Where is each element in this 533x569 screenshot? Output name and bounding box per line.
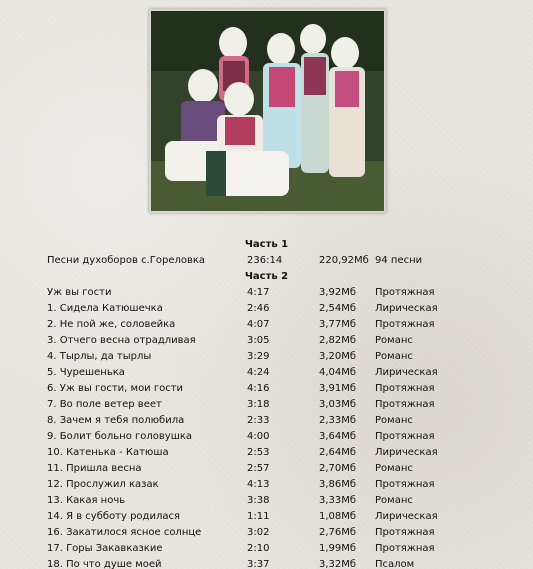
track-duration: 4:00 [247,431,270,442]
track-duration: 4:16 [247,383,270,394]
track-title: 8. Зачем я тебя полюбила [47,415,185,426]
track-size: 3,33Мб [319,495,357,506]
track-genre: Протяжная [375,319,435,330]
track-genre: Протяжная [375,543,435,554]
track-title: 7. Во поле ветер веет [47,399,162,410]
track-row [0,445,533,461]
track-title: 9. Болит больно головушка [47,431,193,442]
track-title: 12. Прослужил казак [47,479,159,490]
track-genre: Лирическая [375,367,438,378]
track-genre: Лирическая [375,511,438,522]
track-genre: Романс [375,495,413,506]
track-size: 2,33Мб [319,415,357,426]
track-genre: Протяжная [375,287,435,298]
track-row [0,333,533,349]
track-size: 3,77Мб [319,319,357,330]
track-row [0,365,533,381]
group-photo [149,9,386,213]
track-duration: 3:37 [247,559,270,569]
track-duration: 3:02 [247,527,270,538]
track-row [0,429,533,445]
track-size: 2,82Мб [319,335,357,346]
track-row [0,397,533,413]
track-title: 13. Какая ночь [47,495,126,506]
track-duration: 2:10 [247,543,270,554]
track-title: 6. Уж вы гости, мои гости [47,383,184,394]
album-size: 220,92Мб [319,255,369,266]
part2-heading: Часть 2 [244,271,289,282]
track-duration: 3:05 [247,335,270,346]
track-duration: 3:38 [247,495,270,506]
track-row [0,317,533,333]
track-title: 3. Отчего весна отрадливая [47,335,196,346]
track-duration: 4:13 [247,479,270,490]
track-duration: 1:11 [247,511,270,522]
track-duration: 3:18 [247,399,270,410]
track-genre: Псалом [375,559,415,569]
track-row [0,285,533,301]
track-genre: Романс [375,351,413,362]
track-row [0,461,533,477]
album-count: 94 песни [375,255,423,266]
track-row [0,477,533,493]
track-duration: 4:07 [247,319,270,330]
track-size: 2,64Мб [319,447,357,458]
track-title: 1. Сидела Катюшечка [47,303,163,314]
track-size: 3,86Мб [319,479,357,490]
track-row [0,349,533,365]
track-size: 2,70Мб [319,463,357,474]
track-duration: 2:53 [247,447,270,458]
track-duration: 4:17 [247,287,270,298]
track-genre: Протяжная [375,431,435,442]
track-row [0,525,533,541]
track-size: 1,08Мб [319,511,357,522]
track-size: 3,64Мб [319,431,357,442]
track-title: 10. Катенька - Катюша [47,447,169,458]
group-photo-illustration [151,11,384,211]
track-genre: Протяжная [375,399,435,410]
track-size: 4,04Мб [319,367,357,378]
track-size: 3,32Мб [319,559,357,569]
track-size: 3,03Мб [319,399,357,410]
track-duration: 2:46 [247,303,270,314]
track-duration: 4:24 [247,367,270,378]
track-title: 18. По что душе моей [47,559,162,569]
track-size: 3,92Мб [319,287,357,298]
track-title: 2. Не пой же, соловейка [47,319,176,330]
track-genre: Романс [375,463,413,474]
track-size: 2,76Мб [319,527,357,538]
track-row [0,413,533,429]
track-size: 3,20Мб [319,351,357,362]
track-size: 2,54Мб [319,303,357,314]
track-title: 4. Тырлы, да тырлы [47,351,152,362]
track-genre: Романс [375,335,413,346]
track-title: 17. Горы Закавказкие [47,543,163,554]
part1-heading: Часть 1 [244,239,289,250]
track-row [0,541,533,557]
track-genre: Протяжная [375,383,435,394]
track-genre: Протяжная [375,479,435,490]
track-row [0,301,533,317]
track-title: 16. Закатилося ясное солнце [47,527,202,538]
track-title: 11. Пришла весна [47,463,142,474]
track-title: 14. Я в субботу родилася [47,511,180,522]
track-row [0,557,533,569]
album-row [0,253,533,269]
track-duration: 3:29 [247,351,270,362]
track-genre: Лирическая [375,303,438,314]
track-genre: Романс [375,415,413,426]
track-duration: 2:33 [247,415,270,426]
track-row [0,493,533,509]
track-size: 3,91Мб [319,383,357,394]
track-duration: 2:57 [247,463,270,474]
track-genre: Лирическая [375,447,438,458]
album-duration: 236:14 [247,255,283,266]
album-title: Песни духоборов с.Гореловка [47,255,206,266]
track-title: 5. Чурешенька [47,367,125,378]
track-row [0,381,533,397]
track-size: 1,99Мб [319,543,357,554]
track-title: Уж вы гости [47,287,112,298]
track-row [0,509,533,525]
track-genre: Протяжная [375,527,435,538]
